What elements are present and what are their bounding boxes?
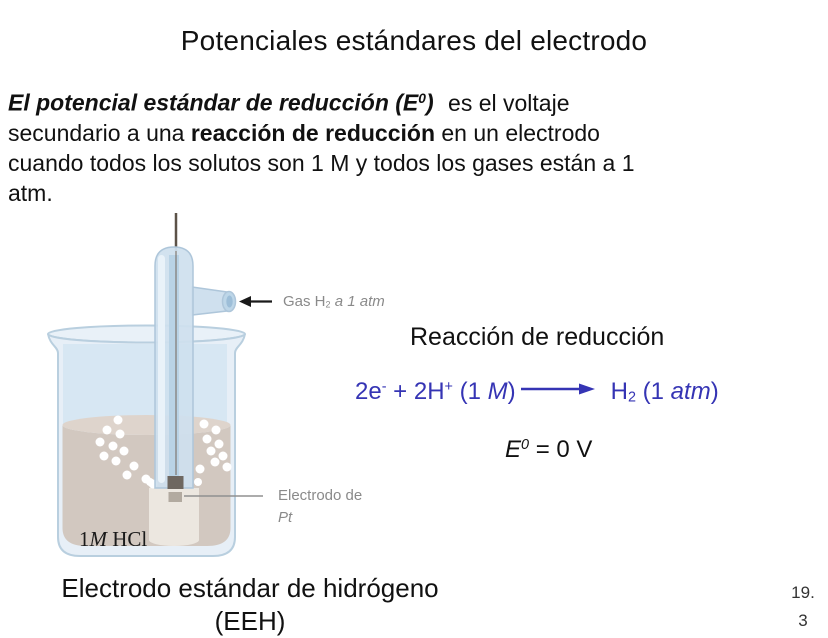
eq-electron-charge: -	[381, 379, 387, 396]
page-title: Potenciales estándares del electrodo	[180, 25, 648, 56]
gas-arrow-icon	[239, 296, 272, 307]
beaker-interior	[63, 344, 227, 425]
gas-label	[283, 291, 385, 316]
eq-lhs-paren-close: )	[507, 378, 516, 405]
standard-potential-value	[505, 436, 592, 464]
diagram-caption	[35, 572, 465, 638]
eq-electrons: 2e	[355, 378, 382, 405]
reduction-equation	[355, 378, 719, 406]
eq-rhs-pressure: atm	[670, 378, 711, 405]
eq-protons: + 2H	[386, 378, 445, 405]
eq-rhs-paren: (1	[635, 378, 671, 405]
slide-number	[781, 579, 825, 635]
gas-label-prefix: Gas H	[283, 293, 326, 310]
eq-rhs-paren-close: )	[710, 378, 719, 405]
eq-proton-charge: +	[444, 379, 453, 396]
intro-line2-pre: secundario a una	[8, 119, 191, 146]
intro-line2-post: en un electrodo	[435, 119, 600, 146]
intro-line-1	[8, 84, 728, 118]
potential-superscript: 0	[521, 437, 530, 454]
caption-line1: Electrodo estándar de hidrógeno	[61, 573, 439, 603]
solution-formula: HCl	[107, 527, 148, 551]
eq-product-subscript: 2	[627, 389, 636, 406]
intro-line1-regular: es el voltaje	[441, 89, 570, 116]
electrode-label-line1: Electrodo de	[278, 487, 363, 504]
eq-lhs-paren: (1	[452, 378, 488, 405]
intro-line-2	[8, 118, 728, 148]
intro-lead-superscript: 0	[418, 91, 426, 106]
slide-number-line2: 3	[798, 611, 808, 630]
slide-number-line1: 19.	[791, 583, 815, 602]
solution-concentration: 1	[79, 527, 90, 551]
gas-label-subscript: 2	[325, 299, 331, 310]
reaction-arrow-icon	[521, 383, 595, 395]
potential-symbol: E	[505, 436, 522, 463]
caption-line2: (EEH)	[214, 606, 286, 636]
intro-lead-bold-italic: El potencial estándar de reducción (E	[8, 89, 419, 116]
solution-molarity-symbol: M	[89, 527, 107, 551]
electrode-label-line2: Pt	[278, 509, 293, 526]
gas-side-arm	[192, 287, 236, 315]
intro-line-3: cuando todos los solutos son 1 M y todos los gases están a 1	[8, 149, 635, 176]
reaction-heading: Reacción de reducción	[410, 323, 665, 351]
intro-lead-close: )	[425, 89, 434, 116]
intro-line-4: atm.	[8, 179, 53, 206]
intro-line2-bold-phrase: reacción de reducción	[190, 119, 435, 146]
pt-electrode	[168, 476, 184, 502]
intro-paragraph	[8, 84, 728, 208]
gas-label-condition: a 1 atm	[334, 293, 385, 310]
solution-label	[79, 527, 147, 552]
potential-value: = 0 V	[529, 436, 593, 463]
eq-product: H	[610, 378, 628, 405]
glass-tube	[155, 247, 193, 488]
electrode-label	[278, 485, 362, 529]
eq-lhs-molarity: M	[487, 378, 508, 405]
